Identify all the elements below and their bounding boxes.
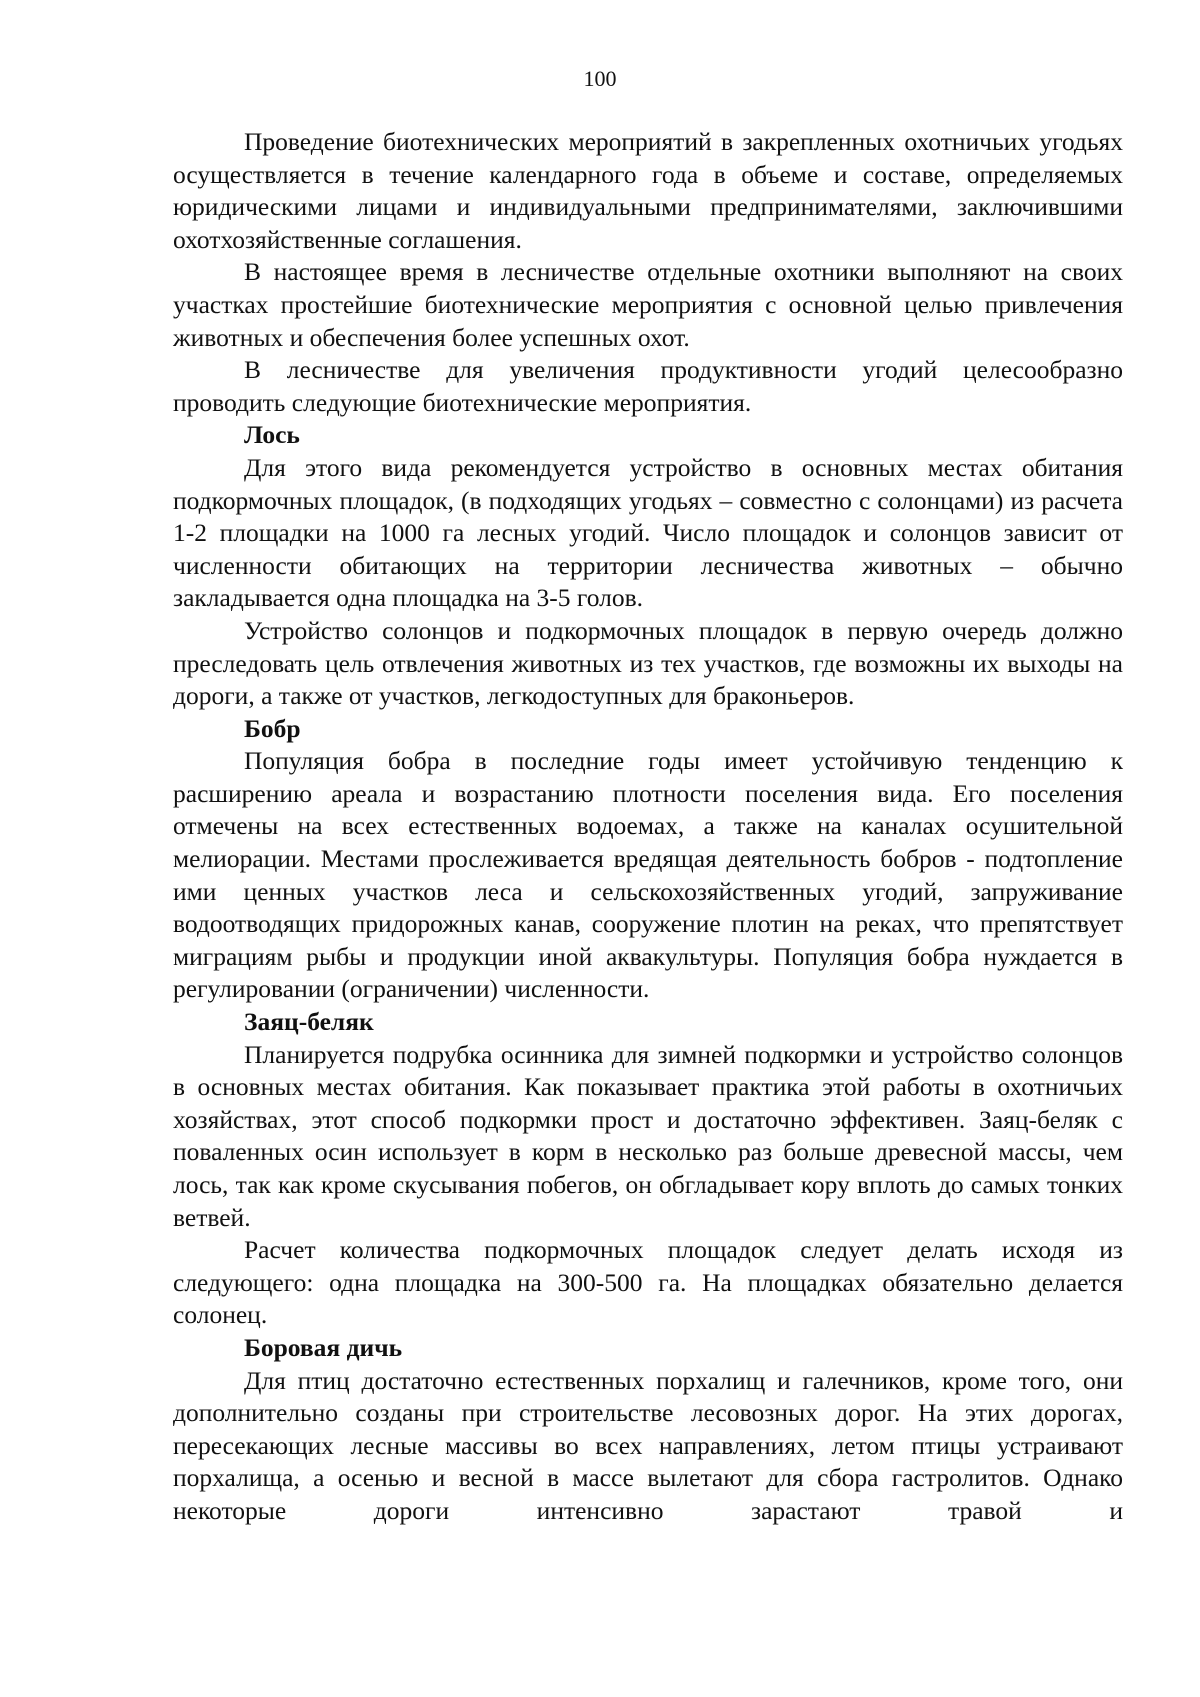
page-number: 100 [583, 66, 617, 91]
paragraph: Устройство солонцов и подкормочных площадок в первую очередь должно преследовать цель отвлечения животных из тех участков, где возможны их выходы на дороги, а также от участков, легкодоступных для браконьеров. [173, 615, 1123, 711]
section-heading-hare: Заяц-беляк [244, 1007, 374, 1037]
paragraph: В лесничестве для увеличения продуктивности угодий целесообразно проводить следующие биотехнические мероприятия. [173, 355, 1123, 417]
section-heading-beaver: Бобр [244, 713, 301, 743]
paragraph: Расчет количества подкормочных площадок следует делать исходя из следующего: одна площадка на 300-500 га. На площадках обязательно делается солонец. [173, 1235, 1123, 1330]
section-heading-game-birds: Боровая дичь [244, 1332, 403, 1362]
document-body [173, 126, 1123, 1528]
paragraph: Для этого вида рекомендуется устройство в основных местах обитания подкормочных площадок, (в подходящих угодьях – совместно с солонцами) из расчета 1-2 площадки на 1000 га лесных угодий. Число площадок и солонцов зависит от численности обитающих на территории лесничества животных – обычно закладывается одна площадка на 3-5 голов. [173, 452, 1123, 613]
paragraph: Для птиц достаточно естественных порхалищ и галечников, кроме того, они дополнительно созданы при строительстве лесовозных дорог. На этих дорогах, пересекающих лесные массивы во всех направлениях, летом птицы устраивают порхалища, а осенью и весной в массе вылетают для сбора гастролитов. Однако некоторые дороги интенсивно зарастают травой и [173, 1365, 1123, 1525]
paragraph: Популяция бобра в последние годы имеет устойчивую тенденцию к расширению ареала и возрастанию плотности поселения вида. Его поселения отмечены на всех естественных водоемах, а также на каналах осушительной мелиорации. Местами прослеживается вредящая деятельность бобров - подтопление ими ценных участков леса и сельскохозяйственных угодий, запруживание водоотводящих придорожных канав, сооружение плотин на реках, что препятствует миграциям рыбы и продукции иной аквакультуры. Популяция бобра нуждается в регулировании (ограничении) численности. [173, 746, 1123, 1004]
paragraph: Планируется подрубка осинника для зимней подкормки и устройство солонцов в основных местах обитания. Как показывает практика этой работы в охотничьих хозяйствах, этот способ подкормки прост и достаточно эффективен. Заяц-беляк с поваленных осин использует в корм в несколько раз больше древесной массы, чем лось, так как кроме скусывания побегов, он обгладывает кору вплоть до самых тонких ветвей. [173, 1039, 1123, 1232]
paragraph: В настоящее время в лесничестве отдельные охотники выполняют на своих участках простейшие биотехнические мероприятия с основной целью привлечения животных и обеспечения более успешных охот. [173, 257, 1123, 352]
paragraph: Проведение биотехнических мероприятий в закрепленных охотничьих угодьях осуществляется в течение календарного года в объеме и составе, определяемых юридическими лицами и индивидуальными предпринимателями, заключившими охотхозяйственные соглашения. [173, 127, 1123, 254]
section-heading-moose: Лось [244, 420, 300, 450]
